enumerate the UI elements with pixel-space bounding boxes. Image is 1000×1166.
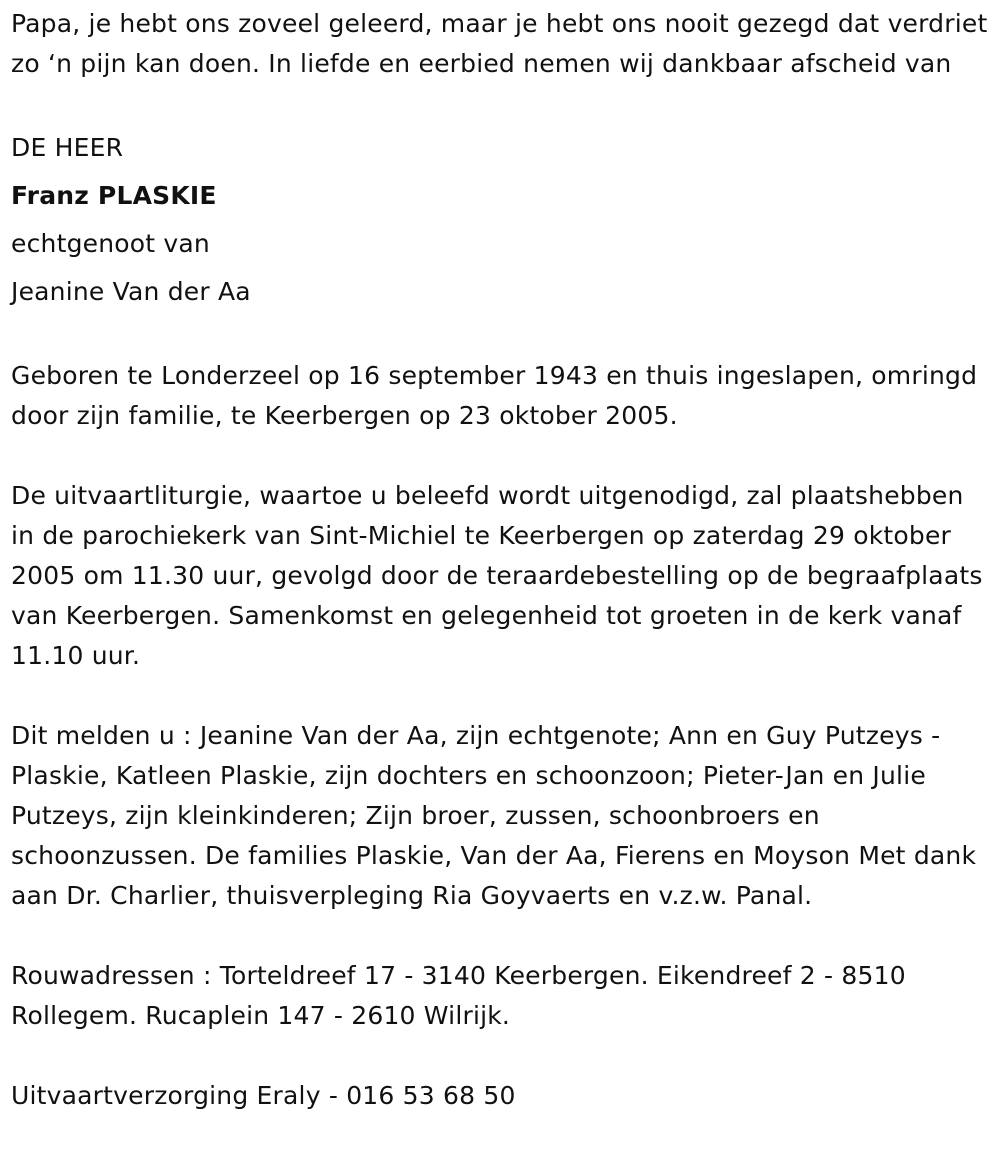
honorific-title: DE HEER [11, 133, 124, 162]
intro-paragraph: Papa, je hebt ons zoveel geleerd, maar je hebt ons nooit gezegd dat verdriet zo ‘n pijn kan doen. In liefde en eerbied nemen wij dankbaar afscheid van [11, 9, 988, 78]
addresses-paragraph: Rouwadressen : Torteldreef 17 - 3140 Keerbergen. Eikendreef 2 - 8510 Rollegem. Rucaplein 147 - 2610 Wilrijk. [11, 961, 906, 1030]
spouse-name: Jeanine Van der Aa [11, 277, 251, 306]
relation-text: echtgenoot van [11, 229, 210, 258]
obituary-notice [11, 0, 991, 1116]
undertaker-line: Uitvaartverzorging Eraly - 016 53 68 50 [11, 1081, 516, 1110]
deceased-name: Franz PLASKIE [11, 181, 217, 210]
announcers-paragraph: Dit melden u : Jeanine Van der Aa, zijn echtgenote; Ann en Guy Putzeys - Plaskie, Katleen Plaskie, zijn dochters en schoonzoon; Pieter-Jan en Julie Putzeys, zijn kleinkinderen; Zijn broer, zussen, schoonbroers en schoonzussen. De families Plaskie, Van der Aa, Fierens en Moyson Met dank aan Dr. Charlier, thuisverpleging Ria Goyvaerts en v.z.w. Panal. [11, 721, 977, 910]
funeral-paragraph: De uitvaartliturgie, waartoe u beleefd wordt uitgenodigd, zal plaatshebben in de parochiekerk van Sint-Michiel te Keerbergen op zaterdag 29 oktober 2005 om 11.30 uur, gevolgd door de teraardebestelling op de begraafplaats van Keerbergen. Samenkomst en gelegenheid tot groeten in de kerk vanaf 11.10 uur. [11, 481, 983, 670]
birth-death-paragraph: Geboren te Londerzeel op 16 september 1943 en thuis ingeslapen, omringd door zijn familie, te Keerbergen op 23 oktober 2005. [11, 361, 978, 430]
